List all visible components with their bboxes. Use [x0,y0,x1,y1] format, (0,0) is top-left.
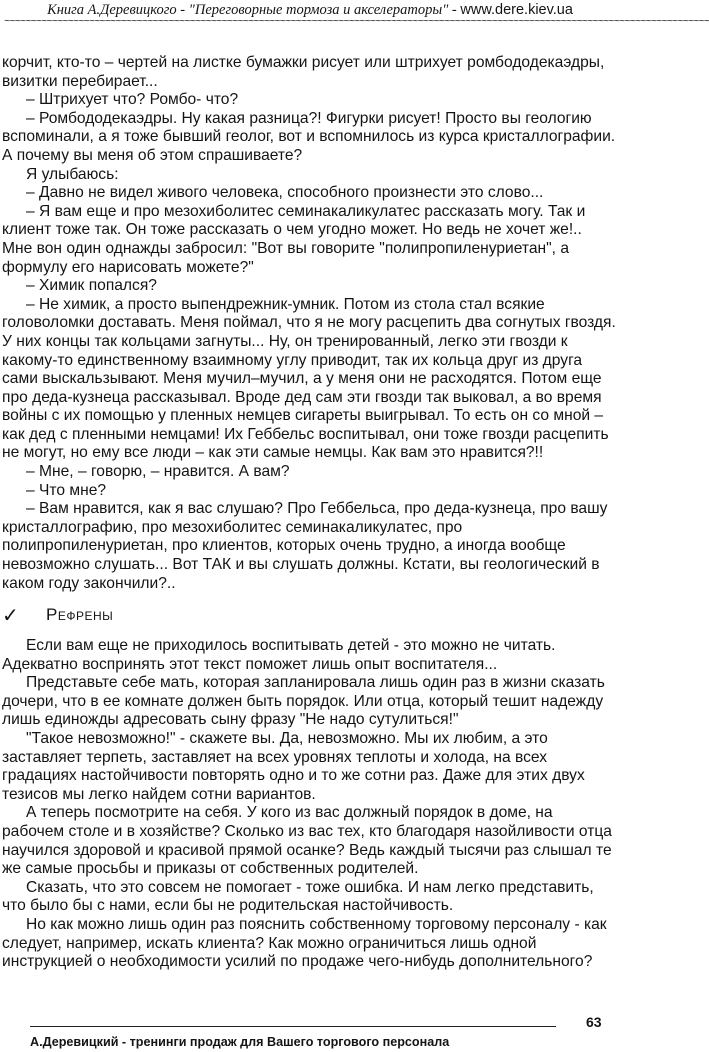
paragraph: – Не химик, а просто выпендрежник-умник. Потом из стола стал всякие головоломки доставать. Меня поймал, что я не могу расцепить два согнутых гвоздя. У них концы так кольцами загнуты... Ну, он тренированный, легко эти гвозди к какому-то единственному взаимному углу приводит, так их кольца друг из друга сами выскальзывают. Меня мучил–мучил, а у меня они не расходятся. Потом еще про деда-кузнеца рассказывал. Вроде дед сам эти гвозди так выковал, а во время войны с их помощью у пленных немцев сигареты выигрывал. То есть он со мной – как дед с пленными немцами! Их Геббельс воспитывал, они тоже гвозди расцепить не могут, но ему все люди – как эти самые немцы. Как вам это нравится?!! [2,295,616,462]
paragraph: – Что мне? [26,481,107,499]
paragraph: Представьте себе мать, которая запланировала лишь один раз в жизни сказать дочери, что в ее комнате должен быть порядок. Или отца, который тешит надежду лишь единожды адресовать сыну фразу "Не надо сутулиться!" [2,674,605,729]
paragraph: – Я вам еще и про мезохиболитес семинакаликулатес рассказать могу. Так и клиент тоже так. Он тоже рассказать о чем угодно может. Но ведь не хочет же!.. Мне вон один однажды забросил: "Вот вы говорите "полипропиленуриетан", а формулу его нарисовать можете?" [2,202,586,276]
paragraph: Я улыбаюсь: [26,165,119,183]
refrain-text [2,637,616,972]
paragraph: А теперь посмотрите на себя. У кого из вас должный порядок в доме, на рабочем столе и в хозяйстве? Сколько из вас тех, кто благодаря назойливости отца научился здоровой и красивой прямой осанке? Ведь каждый тысячи раз слышал те же самые просьбы и приказы от собственных родителей. [2,804,612,878]
paragraph: "Такое невозможно!" - скажете вы. Да, невозможно. Мы их любим, а это заставляет терпеть, заставляет на всех уровнях теплоты и холода, на всех градациях настойчивости повторять одно и то же сотни раз. Даже для этих двух тезисов мы легко найдем сотни вариантов. [2,729,585,803]
paragraph: – Ромбододекаэдры. Ну какая разница?! Фигурки рисует! Просто вы геологию вспоминали, а я тоже бывший геолог, вот и вспомнилось из курса кристаллографии. А почему вы меня об этом спрашиваете? [2,109,616,164]
dialogue-text [2,54,616,593]
paragraph: – Штрихует что? Ромбо- что? [26,91,239,109]
page-number: 63 [586,1014,602,1030]
footer-text: А.Деревицкий - тренинги продаж для Вашего торгового персонала [30,1035,450,1049]
footer-divider [30,1026,556,1027]
checkmark-icon: ✓ [2,604,19,627]
paragraph: – Химик попался? [26,277,157,295]
book-title: Книга А.Деревицкого - "Переговорные тормоза и акселераторы" - [47,2,461,18]
paragraph: – Вам нравится, как я вас слушаю? Про Геббельса, про деда-кузнеца, про вашу кристаллографию, про мезохиболитес семинакаликулатес, про полипропиленуриетан, про клиентов, которых очень трудно, а иногда вообще невозможно слушать... Вот ТАК и вы слушать должны. Кстати, вы геологический в каком году закончили?.. [2,500,608,592]
site-url: www.dere.kiev.ua [460,2,573,18]
paragraph: Если вам еще не приходилось воспитывать детей - это можно не читать. Адекватно воспринять этот текст поможет лишь опыт воспитателя... [2,637,556,673]
paragraph: – Мне, – говорю, – нравится. А вам? [26,463,290,481]
paragraph: Но как можно лишь один раз пояснить собственному торговому персоналу - как следует, например, искать клиента? Как можно ограничиться лишь одной инструкцией о необходимости усилий по продаже чего-нибудь дополнительного? [2,915,607,971]
paragraph: – Давно не видел живого человека, способного произнести это слово... [26,184,544,202]
paragraph: корчит, кто-то – чертей на листке бумажки рисует или штрихует ромбододекаэдры, визитки перебирает... [2,54,605,90]
paragraph: Сказать, что это совсем не помогает - тоже ошибка. И нам легко представить, что было бы с нами, если бы не родительская настойчивость. [2,878,594,915]
header-tilde-rule: ~~~~~~~~~~~~~~~~~~~~~~~~~~~~~~~~~~~~~~~~~~~~~~~~~~~~~~~~~~~~~~~~~~~~~~~~~~~~~~~~~~~~~~~~~~~~~~~~~~~~~~~~~~~~~~~~~~~~~~~~~~~~~~~~~~~~~ [4,17,709,28]
section-heading [2,600,113,630]
section-title: Рефрены [46,605,114,624]
